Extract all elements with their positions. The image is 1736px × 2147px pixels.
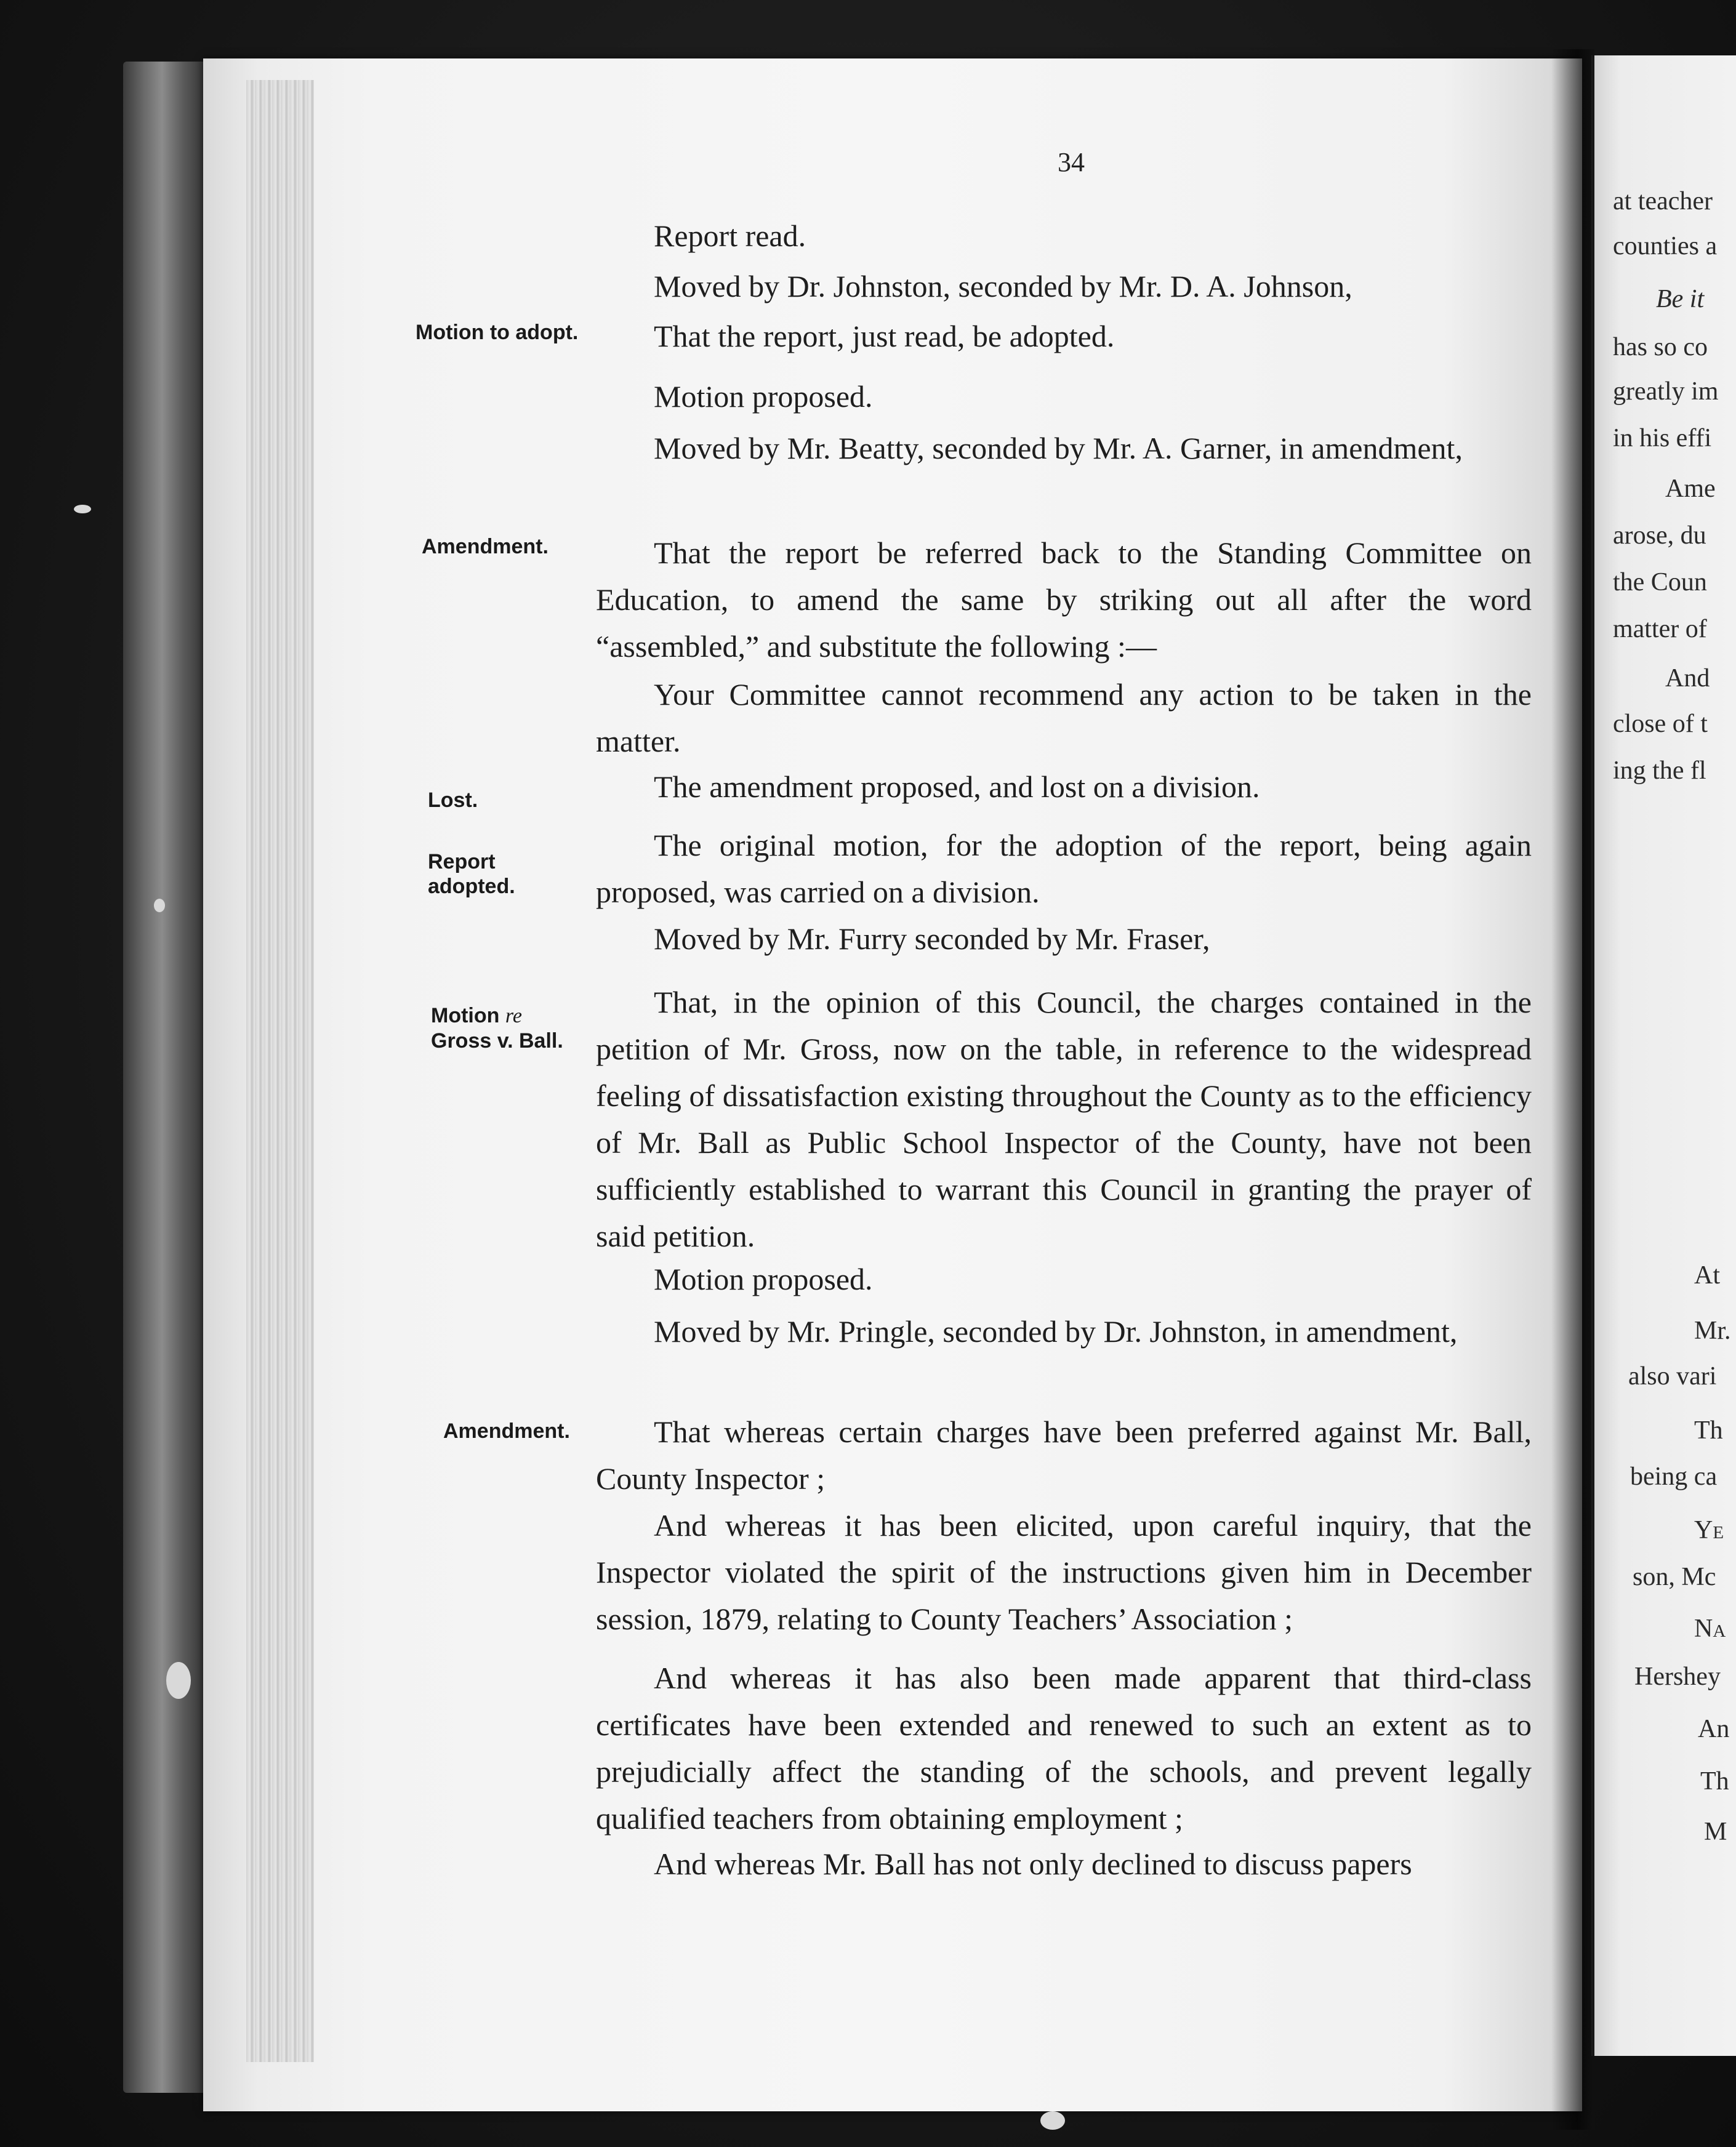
- margin-note-motion-prefix: Motion: [431, 1004, 500, 1027]
- facing-page-fragment: Ame: [1665, 475, 1716, 503]
- margin-note-gross-v-ball: Gross v. Ball.: [431, 1029, 563, 1053]
- margin-note-motion-re: [431, 1003, 603, 1053]
- paragraph: That whereas certain charges have been preferred against Mr. Ball, County Inspector ;: [596, 1415, 1532, 1496]
- paragraph: That the report, just read, be adopted.: [654, 319, 1115, 353]
- margin-note-motion-to-adopt: Motion to adopt.: [416, 321, 579, 344]
- margin-note-report-adopted: Report adopted.: [428, 850, 515, 898]
- paragraph: And whereas it has been elicited, upon careful inquiry, that the Inspector violated the spirit of the instructions given him in December session, 1879, relating to County Teachers’ Association ;: [596, 1508, 1532, 1636]
- paragraph: Moved by Dr. Johnston, seconded by Mr. D. A. Johnson,: [654, 269, 1352, 303]
- facing-page-fragment: Th: [1694, 1416, 1723, 1445]
- paragraph: The amendment proposed, and lost on a division.: [654, 769, 1260, 804]
- facing-page-fragment: has so co: [1613, 333, 1708, 361]
- dust-speck: [166, 1662, 191, 1699]
- paragraph: And whereas Mr. Ball has not only declined to discuss papers: [654, 1847, 1412, 1881]
- facing-page-fragment: Mr.: [1694, 1317, 1731, 1345]
- paragraph: Motion proposed.: [654, 1262, 873, 1296]
- facing-page-fragment: at teacher: [1613, 187, 1713, 215]
- paragraph: Motion proposed.: [654, 379, 873, 414]
- paragraph: Moved by Mr. Furry seconded by Mr. Fraser,: [654, 921, 1210, 956]
- facing-page-fragment: ing the fl: [1613, 756, 1706, 785]
- facing-page-fragment: counties a: [1613, 232, 1718, 260]
- dust-speck: [154, 899, 165, 912]
- paragraph: Moved by Mr. Pringle, seconded by Dr. Johnston, in amendment,: [654, 1314, 1458, 1349]
- margin-note-amendment: Amendment.: [422, 535, 549, 558]
- book-edge: [123, 62, 209, 2093]
- margin-note-re-italic: re: [505, 1005, 522, 1027]
- facing-page-fragment: also vari: [1628, 1362, 1717, 1391]
- facing-page-fragment: And: [1665, 664, 1710, 692]
- facing-page-fragment: son, Mc: [1633, 1563, 1716, 1591]
- paragraph: That, in the opinion of this Council, the charges contained in the petition of Mr. Gross, now on the table, in reference to the widespread feeling of dissatisfaction existing throughout the County as to the efficiency of Mr. Ball as Public School Inspector of the County, have not been sufficiently established to warrant this Council in granting the prayer of said petition.: [596, 985, 1532, 1253]
- paragraph: The original motion, for the adoption of the report, being again proposed, was carried on a division.: [596, 828, 1532, 909]
- facing-page-fragment: close of t: [1613, 710, 1708, 738]
- paragraph: Moved by Mr. Beatty, seconded by Mr. A. Garner, in amendment,: [654, 431, 1463, 465]
- facing-page-fragment: Hershey: [1634, 1663, 1721, 1691]
- facing-page-fragment: Na: [1694, 1615, 1726, 1643]
- page-number: 34: [1058, 147, 1085, 177]
- paragraph: And whereas it has also been made apparent that third-class certificates have been extended and renewed to such an extent as to prejudicially affect the standing of the schools, and prevent legally qualified teachers from obtaining employment ;: [596, 1661, 1532, 1836]
- facing-page-fragment: At: [1694, 1261, 1720, 1290]
- dust-speck: [1040, 2111, 1065, 2130]
- book-gutter: [1551, 49, 1594, 2130]
- margin-note-lost: Lost.: [428, 789, 478, 812]
- facing-page-fragment: greatly im: [1613, 377, 1719, 406]
- facing-page-fragment: being ca: [1630, 1463, 1718, 1491]
- facing-page-fragment: matter of: [1613, 615, 1707, 643]
- page-stack-edges: [246, 80, 314, 2062]
- margin-note-amendment: Amendment.: [443, 1419, 570, 1443]
- facing-page-fragment: in his effi: [1613, 424, 1712, 452]
- facing-page-fragment: Th: [1700, 1767, 1729, 1796]
- paragraph: That the report be referred back to the Standing Committee on Education, to amend the same by striking out all after the word “assembled,” and substitute the following :—: [596, 536, 1532, 664]
- facing-page-fragment: Ye: [1694, 1516, 1724, 1544]
- paragraph: Report read.: [654, 219, 806, 253]
- facing-page-fragment: An: [1698, 1715, 1730, 1743]
- paragraph: Your Committee cannot recommend any action to be taken in the matter.: [596, 677, 1532, 758]
- facing-page-fragment: Be it: [1656, 285, 1705, 313]
- facing-page-fragment: arose, du: [1613, 521, 1706, 550]
- dust-speck: [74, 505, 91, 513]
- facing-page-fragment: M: [1704, 1818, 1727, 1846]
- facing-page-fragment: the Coun: [1613, 568, 1707, 596]
